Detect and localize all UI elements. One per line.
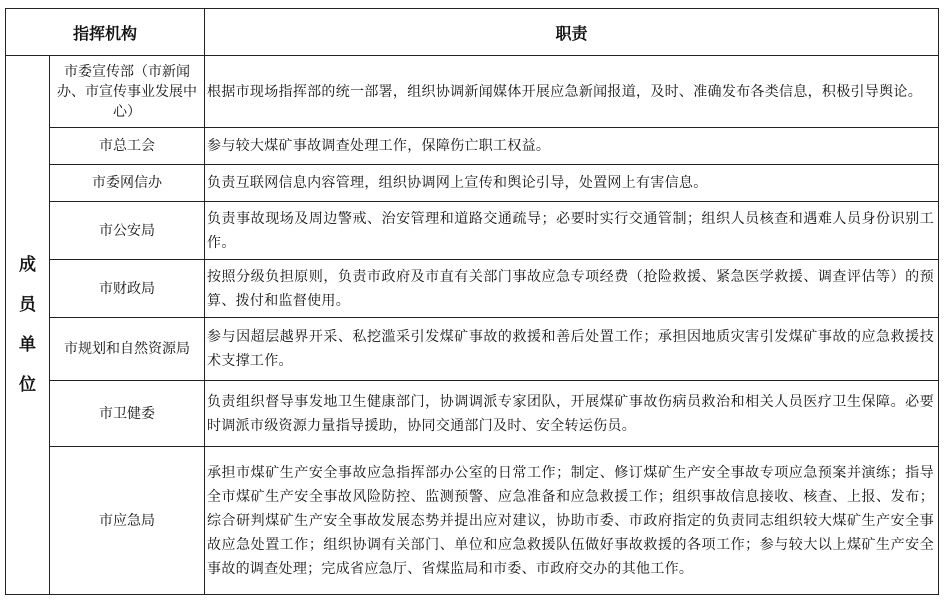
table-row [6,447,939,595]
group-label-char: 成 [19,255,36,275]
table-row [6,260,939,318]
org-cell: 市委宣传部（市新闻办、市宣传事业发展中心） [50,56,205,128]
org-cell: 市财政局 [50,260,205,318]
org-column-header: 指挥机构 [6,9,205,56]
org-cell: 市应急局 [50,447,205,595]
table-row [6,202,939,260]
table-row [6,318,939,381]
org-cell: 市委网信办 [50,165,205,202]
duty-cell: 按照分级负担原则，负责市政府及市直有关部门事故应急专项经费（抢险救援、紧急医学救援、调查评估等）的预算、拨付和监督使用。 [205,260,939,318]
duty-cell: 负责事故现场及周边警戒、治安管理和道路交通疏导；必要时实行交通管制；组织人员核查和遇难人员身份识别工作。 [205,202,939,260]
header-row [6,9,939,56]
table-row [6,128,939,165]
duty-column-header: 职责 [205,9,939,56]
table-row [6,165,939,202]
responsibility-table [5,8,939,595]
duty-cell: 负责组织督导事发地卫生健康部门，协调调派专家团队，开展煤矿事故伤病员救治和相关人员医疗卫生保障。必要时调派市级资源力量指导援助，协同交通部门及时、安全转运伤员。 [205,381,939,447]
table-row [6,381,939,447]
group-label-char: 员 [19,295,36,315]
duty-cell: 根据市现场指挥部的统一部署，组织协调新闻媒体开展应急新闻报道，及时、准确发布各类信息，积极引导舆论。 [205,56,939,128]
member-units-group-cell [6,56,50,595]
org-cell: 市规划和自然资源局 [50,318,205,381]
group-label-char: 单 [19,335,36,355]
org-cell: 市公安局 [50,202,205,260]
duty-cell: 承担市煤矿生产安全事故应急指挥部办公室的日常工作；制定、修订煤矿生产安全事故专项应急预案并演练；指导全市煤矿生产安全事故风险防控、监测预警、应急准备和应急救援工作；组织事故信息接收、核查、上报、发布；综合研判煤矿生产安全事故发展态势并提出应对建议，协助市委、市政府指定的负责同志组织较大煤矿生产安全事故应急处置工作；组织协调有关部门、单位和应急救援队伍做好事故救援的各项工作；参与较大以上煤矿生产安全事故的调查处理；完成省应急厅、省煤监局和市委、市政府交办的其他工作。 [205,447,939,595]
duty-cell: 参与较大煤矿事故调查处理工作，保障伤亡职工权益。 [205,128,939,165]
org-cell: 市卫健委 [50,381,205,447]
table-row [6,56,939,128]
org-cell: 市总工会 [50,128,205,165]
duty-cell: 负责互联网信息内容管理，组织协调网上宣传和舆论引导，处置网上有害信息。 [205,165,939,202]
group-label-char: 位 [19,375,36,395]
duty-cell: 参与因超层越界开采、私挖滥采引发煤矿事故的救援和善后处置工作；承担因地质灾害引发煤矿事故的应急救援技术支撑工作。 [205,318,939,381]
